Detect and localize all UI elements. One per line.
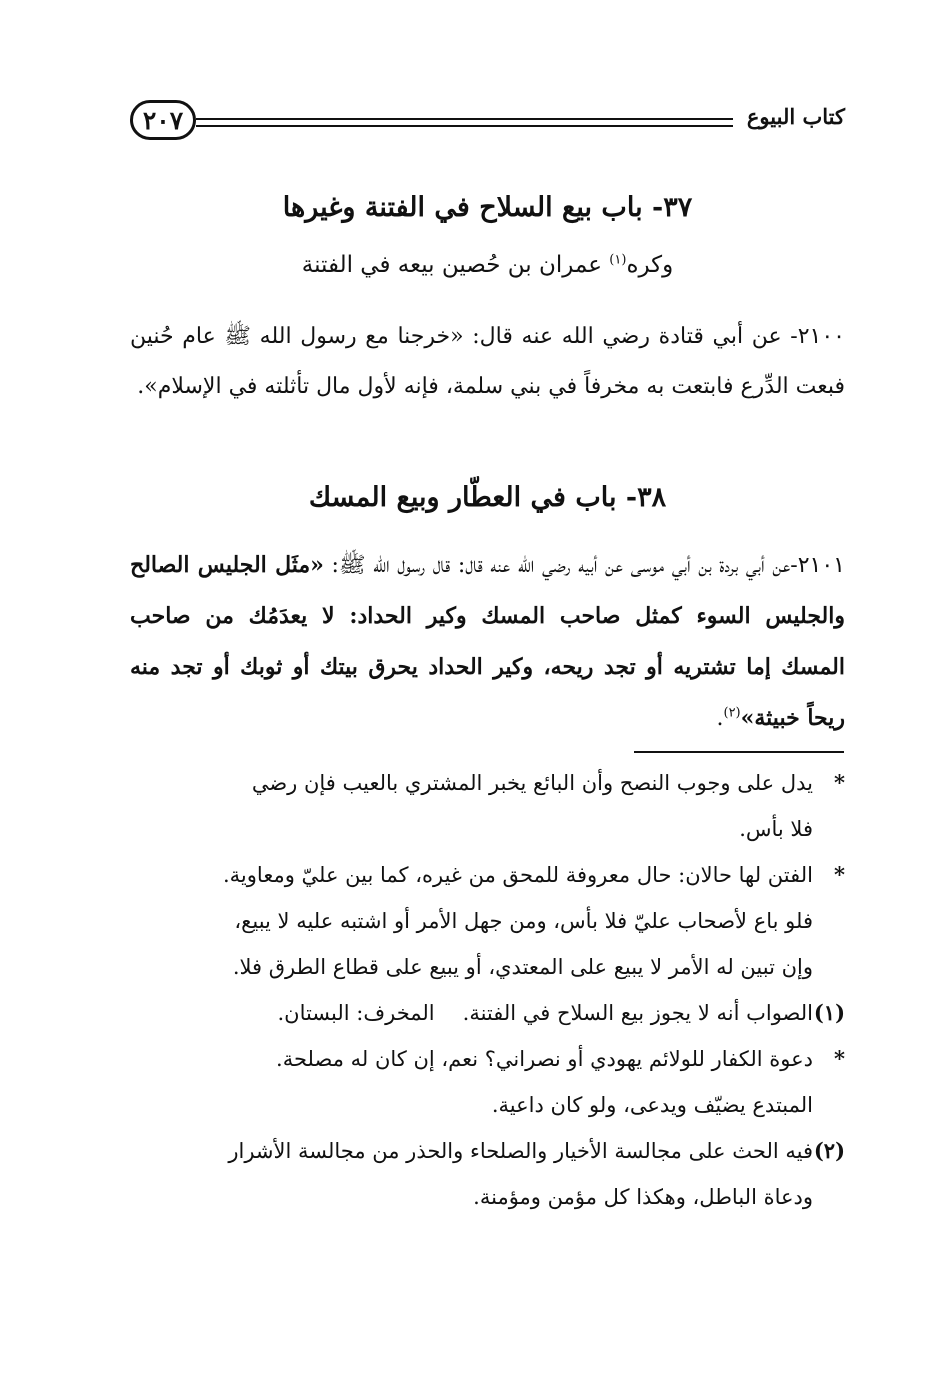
chapter-38-title: ٣٨- باب في العطّار وبيع المسك xyxy=(308,482,667,513)
star-marker: * xyxy=(834,770,845,795)
hadith-2100: ٢١٠٠- عن أبي قتادة رضي الله عنه قال: «خرجنا مع رسول الله ﷺ عام حُنين فبعت الدِّرع فابتعت به مخرفاً في بني سلمة، فإنه لأول مال تأثلته في الإسلام». xyxy=(130,324,845,399)
note-1-line-2: فلا بأس. xyxy=(739,817,813,841)
page-number: ٢٠٧ xyxy=(130,100,196,140)
note-3-line-1: دعوة الكفار للولائم يهودي أو نصراني؟ نعم، إن كان له مصلحة. xyxy=(276,1047,813,1071)
note-2 xyxy=(130,852,845,898)
note-1 xyxy=(130,760,845,806)
star-marker: * xyxy=(834,1046,845,1071)
footnote-1-marker: (١) xyxy=(813,1000,845,1025)
hadith-2101-quote: «مثَل الجليس الصالح والجليس السوء كمثل صاحب المسك وكير الحداد: لا يعدَمُك من صاحب المسك إما تشتريه أو تجد ريحه، وكير الحداد يحرق بيتك أو ثوبك أو تجد منه ريحاً خبيثة» xyxy=(130,552,845,731)
notes-section xyxy=(130,760,845,1220)
hadith-2101-end: . xyxy=(716,706,724,731)
note-2-line-2: فلو باع لأصحاب عليّ فلا بأس، ومن جهل الأمر أو اشتبه عليه لا يبيع، xyxy=(234,909,813,933)
hadith-2101-intro: ٢١٠١-عن أبي بردة بن أبي موسى عن أبيه رضي الله عنه قال: قال رسول الله ﷺ: xyxy=(323,553,845,578)
note-2-line-1: الفتن لها حالان: حال معروفة للمحق من غيره، كما بين عليّ ومعاوية. xyxy=(223,863,813,887)
note-3 xyxy=(130,1036,845,1082)
header-double-rule xyxy=(196,118,733,127)
chapter-37-title: ٣٧- باب بيع السلاح في الفتنة وغيرها xyxy=(282,192,693,223)
chapter-37-subtitle xyxy=(130,252,845,278)
footnote-2 xyxy=(130,1128,845,1174)
hadith-2101 xyxy=(130,540,845,744)
star-marker: * xyxy=(834,862,845,887)
footnote-separator xyxy=(634,751,844,753)
footnote-ref-1: (١) xyxy=(609,252,627,268)
running-header xyxy=(130,96,845,152)
note-3-line-2: المبتدع يضيّف ويدعى، ولو كان داعية. xyxy=(491,1093,813,1117)
footnote-ref-2: (٢) xyxy=(723,705,741,721)
footnote-2-marker: (٢) xyxy=(813,1138,845,1163)
footnote-1-extra: المخرف: البستان. xyxy=(277,1001,435,1025)
subtitle-text-end: عمران بن حُصين بيعه في الفتنة xyxy=(301,252,610,278)
footnote-2-line-1: فيه الحث على مجالسة الأخيار والصلحاء والحذر من مجالسة الأشرار xyxy=(228,1139,813,1163)
note-2-line-3: وإن تبين له الأمر لا يبيع على المعتدي، أو يبيع على قطاع الطرق فلا. xyxy=(232,955,813,979)
footnote-1-text: الصواب أنه لا يجوز بيع السلاح في الفتنة. xyxy=(462,1001,813,1025)
note-1-line-1: يدل على وجوب النصح وأن البائع يخبر المشتري بالعيب فإن رضي xyxy=(251,771,813,795)
subtitle-text-start: وكره xyxy=(626,252,674,278)
book-title: كتاب البيوع xyxy=(746,104,845,129)
footnote-2-line-2: ودعاة الباطل، وهكذا كل مؤمن ومؤمنة. xyxy=(473,1185,813,1209)
footnote-1 xyxy=(130,990,845,1036)
